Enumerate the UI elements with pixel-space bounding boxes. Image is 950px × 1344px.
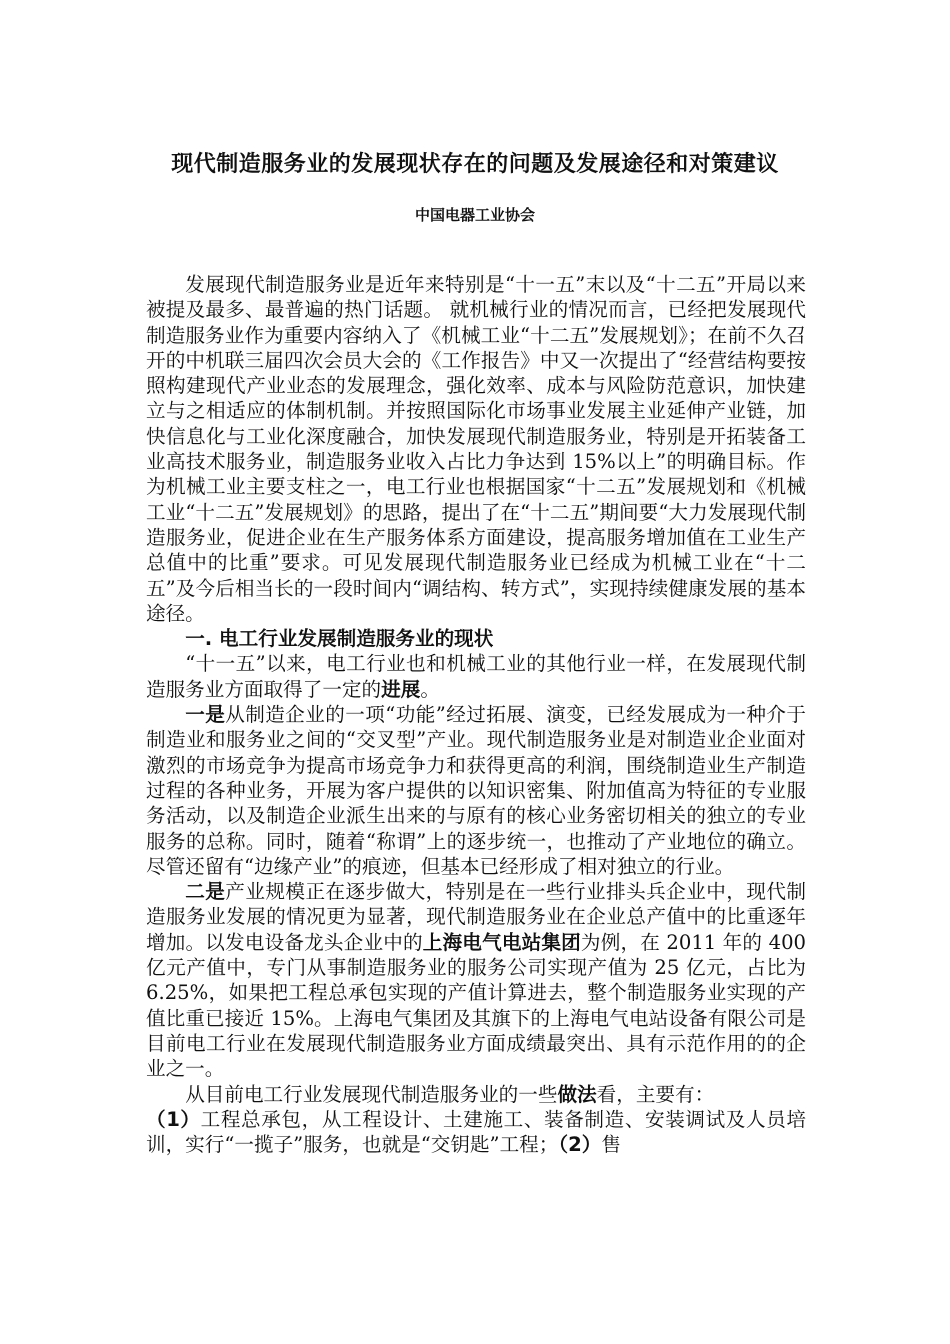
point-one-paragraph (146, 702, 806, 879)
document-title: 现代制造服务业的发展现状存在的问题及发展途径和对策建议 (171, 152, 779, 177)
method-items-paragraph (146, 1107, 806, 1158)
point-two-paragraph (146, 879, 806, 1081)
method-paragraph (146, 1082, 806, 1107)
item-2-text: 售 (601, 1133, 621, 1157)
point-one-label: 一是 (185, 703, 226, 727)
document-body (146, 272, 806, 1157)
item-1-number: （1） (146, 1107, 201, 1131)
item-2-number: （2） (558, 1133, 602, 1157)
method-text: 从目前电工行业发展现代制造服务业的一些 (185, 1082, 558, 1106)
progress-paragraph (146, 651, 806, 702)
point-two-company: 上海电气电站集团 (422, 930, 581, 954)
point-one-text: 从制造企业的一项“功能”经过拓展、演变，已经发展成为一种介于制造业和服务业之间的“交叉型”产业。现代制造服务业是对制造业企业面对激烈的市场竞争为提高市场竞争力和获得更高的利润，围绕制造业生产制造过程的各种业务，开展为客户提供的以知识密集、附加值高为特征的专业服务活动，以及制造企业派生出来的与原有的核心业务密切相关的独立的专业服务的总称。同时，随着“称谓”上的逐步统一，也推动了产业地位的确立。尽管还留有“边缘产业”的痕迹，但基本已经形成了相对独立的行业。 (146, 703, 806, 878)
method-end: 看，主要有： (596, 1082, 715, 1106)
progress-end: 。 (420, 677, 440, 701)
progress-keyword: 进展 (381, 677, 421, 701)
point-two-text-a: 产业规模正在逐步做大，特别是在一些行业排头兵企业中，现代制造服务业发展的情况更为显著，现代制造服务业在企业总产值中的比重逐年增加。以发电设备龙头企业中的 (146, 880, 807, 954)
intro-paragraph: 发展现代制造服务业是近年来特别是“十一五”末以及“十二五”开局以来被提及最多、最普遍的热门话题。 就机械行业的情况而言，已经把发展现代制造服务业作为重要内容纳入了《机械工业“十二五”发展规划》；在前不久召开的中机联三届四次会员大会的《工作报告》中又一次提出了“经营结构要按照构建现代产业业态的发展理念，强化效率、成本与风险防范意识，加快建立与之相适应的体制机制。并按照国际化市场事业发展主业延伸产业链，加快信息化与工业化深度融合，加快发展现代制造服务业，特别是开拓装备工业高技术服务业，制造服务业收入占比力争达到 15%以上”的明确目标。作为机械工业主要支柱之一，电工行业也根据国家“十二五”发展规划和《机械工业“十二五”发展规划》的思路，提出了在“十二五”期间要“大力发展现代制造服务业，促进企业在生产服务体系方面建设，提高服务增加值在工业生产总值中的比重”要求。可见发展现代制造服务业已经成为机械工业在“十二五”及今后相当长的一段时间内“调结构、转方式”，实现持续健康发展的基本途径。 (146, 273, 806, 625)
point-two-label: 二是 (185, 880, 226, 904)
section-heading-1: 一. 电工行业发展制造服务业的现状 (185, 627, 494, 651)
document-author: 中国电器工业协会 (414, 206, 535, 224)
item-1-text: 工程总承包，从工程设计、土建施工、装备制造、安装调试及人员培训，实行“一揽子”服务，也就是“交钥匙”工程； (146, 1107, 806, 1157)
method-keyword: 做法 (557, 1082, 597, 1106)
point-two-text-c: 为例，在 2011 年的 400 亿元产值中，专门从事制造服务业的服务公司实现产值为 25 亿元，占比为 6.25%，如果把工程总承包实现的产值计算进去，整个制造服务业实现的产值比重已接近 15%。上海电气集团及其旗下的上海电气电站设备有限公司是目前电工行业在发展现代制造服务业方面成绩最突出、具有示范作用的的企业之一。 (146, 930, 807, 1081)
progress-text: “十一五”以来，电工行业也和机械工业的其他行业一样，在发展现代制造服务业方面取得了一定的 (146, 652, 806, 701)
